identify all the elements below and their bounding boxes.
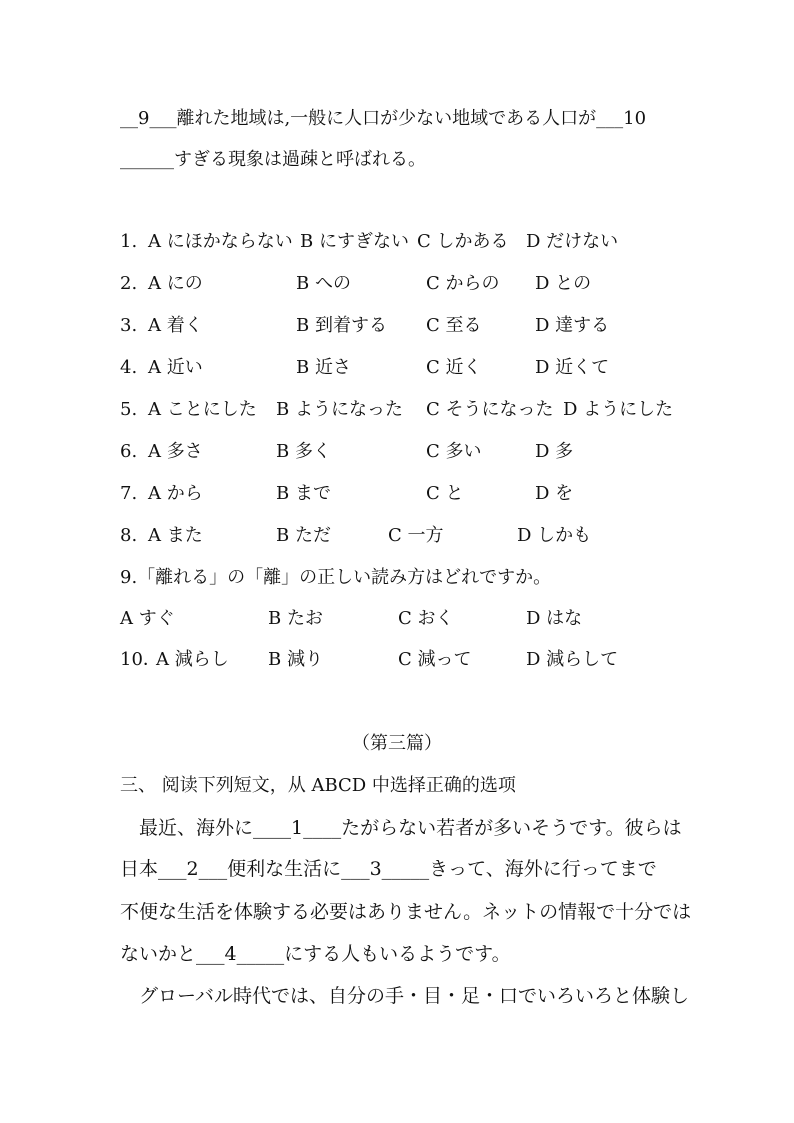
question-stem: 9.「離れる」の「離」の正しい読み方はどれですか。 [120,567,552,588]
question-number: 8. [120,525,138,546]
option-c: C と [426,483,464,504]
question-number: 1. [120,231,138,252]
option-a: A ことにした [148,399,257,420]
question-number: 10． [120,649,161,670]
passage-line: __9___離れた地域は,一般に人口が少ない地域である人口が___10 [120,108,647,129]
question-number: 4. [120,357,138,378]
passage-line: ないかと___4_____にする人もいるようです。 [120,943,511,965]
option-d: D ようにした [563,399,674,420]
option-b: B への [296,273,351,294]
option-b: B まで [276,483,331,504]
option-a: A 多さ [148,441,203,462]
section-instruction: 三、 阅读下列短文，从 ABCD 中选择正确的选项 [120,775,516,796]
passage-line: ______すぎる現象は過疎と呼ばれる。 [120,149,426,170]
option-c: C 減って [398,649,472,670]
option-b: B 到着する [296,315,387,336]
option-d: D 減らして [526,649,619,670]
passage-line: グローバル時代では、自分の手・目・足・口でいろいろと体験し [120,985,690,1007]
section-title: （第三篇） [352,733,442,754]
passage-line: 最近、海外に____1____たがらない若者が多いそうです。彼らは [120,817,682,839]
option-a: A また [148,525,203,546]
passage-line: 不便な生活を体験する必要はありません。ネットの情報で十分では [120,901,692,923]
option-a: A 減らし [156,649,229,670]
option-a: A から [148,483,203,504]
option-a: A にの [148,273,203,294]
passage-line: 日本___2___便利な生活に___3_____きって、海外に行ってまで [120,858,657,880]
option-a: A 着く [148,315,203,336]
question-number: 2. [120,273,138,294]
option-c: C 多い [426,441,482,462]
option-d: D 近くて [535,357,610,378]
option-c: C 一方 [388,525,444,546]
option-c: C そうになった [426,399,554,420]
option-d: D しかも [517,525,592,546]
option-a: A すぐ [120,608,175,629]
option-d: D を [535,483,574,504]
option-b: B たお [268,608,323,629]
option-d: D 多 [535,441,574,462]
question-number: 5. [120,399,138,420]
option-c: C 至る [426,315,482,336]
option-b: B 減り [268,649,323,670]
option-b: B 近さ [296,357,351,378]
question-number: 3. [120,315,138,336]
option-d: D はな [526,608,583,629]
option-c: C おく [398,608,454,629]
option-d: D 達する [535,315,610,336]
option-b: B ようになった [276,399,403,420]
question-number: 7. [120,483,138,504]
option-c: C 近く [426,357,482,378]
question-number: 6. [120,441,138,462]
option-d: D だけない [526,231,619,252]
option-a: A にほかならない [148,231,293,252]
option-c: C からの [426,273,500,294]
option-b: B 多く [276,441,331,462]
option-d: D との [535,273,592,294]
option-c: C しかある [417,231,509,252]
option-b: B ただ [276,525,331,546]
option-b: B にすぎない [300,231,409,252]
option-a: A 近い [148,357,203,378]
